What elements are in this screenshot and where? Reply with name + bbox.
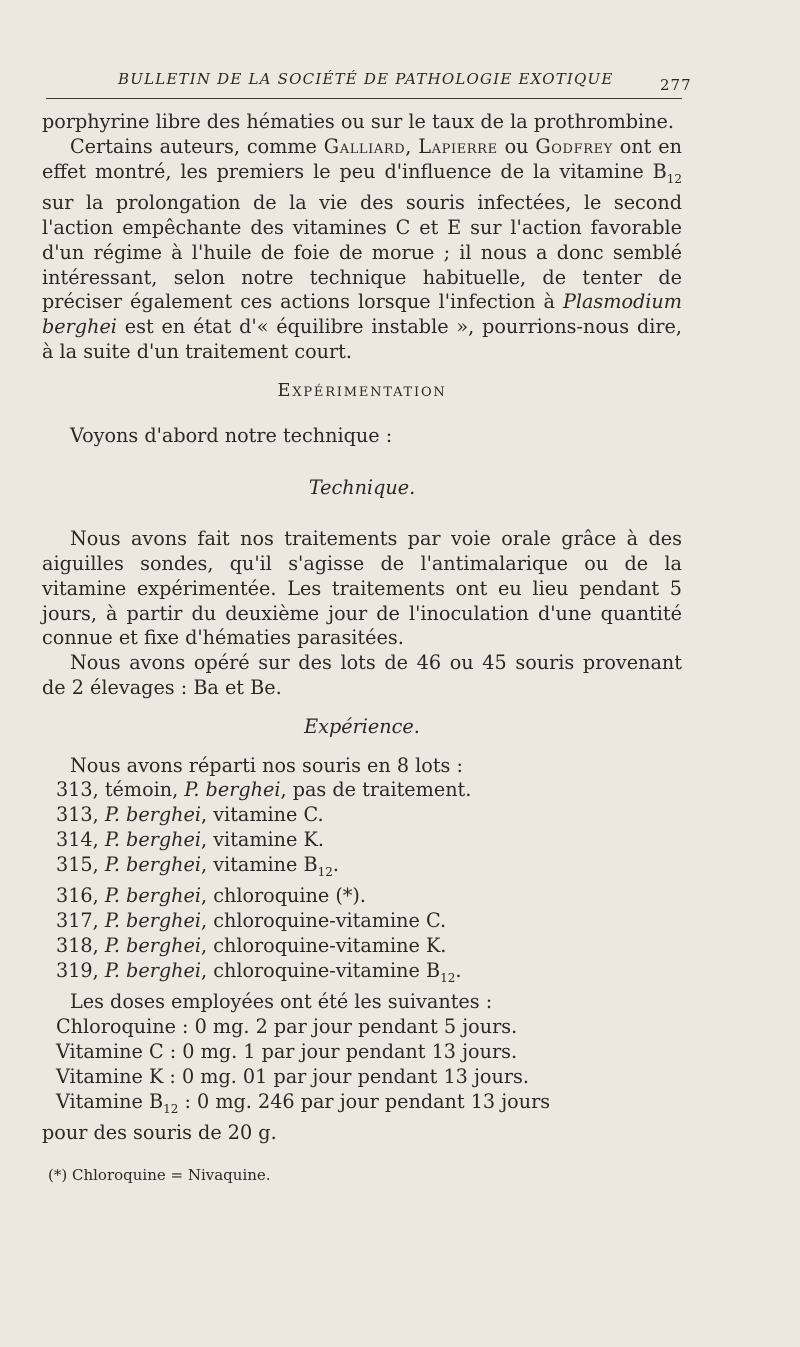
lot-end: . [332,852,339,876]
lot-treatment: , chloroquine-vitamine B [201,958,441,982]
subsection-heading-experience: Expérience. [304,714,420,738]
lot-treatment: , chloroquine-vitamine C. [201,909,447,933]
author-lapierre: Lapierre [418,134,498,158]
lot-species: P. berghei [104,803,202,827]
p2-mid: ont en effet montré, les premiers le peu d'influence de la vitamine B [42,134,682,183]
header-rule [46,98,682,99]
lot-item [56,803,682,828]
paragraph-2 [42,135,682,365]
dose-chloroquine: Chloroquine : 0 mg. 2 par jour pendant 5 jours. [56,1015,518,1039]
lot-end: . [455,958,462,982]
dose-note: pour des souris de 20 g. [42,1121,277,1145]
paragraph-1: porphyrine libre des hématies ou sur le taux de la prothrombine. [42,110,675,133]
p2-subscript: 12 [666,171,682,186]
lot-number: 313, [56,778,99,802]
subsection-heading-technique: Technique. [308,476,416,500]
lot-item [56,778,682,803]
lot-subscript: 12 [317,864,333,879]
lot-number: 319, [56,958,99,982]
lot-species: P. berghei [104,958,202,982]
lot-item [56,828,682,853]
lot-subscript: 12 [440,970,456,985]
sep-2: ou [497,134,536,158]
dose-b12-pre: Vitamine B [56,1089,164,1113]
experience-intro: Nous avons réparti nos souris en 8 lots : [70,753,463,777]
dose-vitamin-b12 [56,1090,682,1122]
technique-paragraph-2: Nous avons opéré sur des lots de 46 ou 45 souris provenant de 2 élevages : Ba et Be. [42,651,682,699]
p2-species: Plasmodium berghei [42,290,682,339]
section-heading-experimentation: Expérimentation [277,379,447,401]
lot-species: P. berghei [104,884,202,908]
dose-list [42,1015,682,1121]
lot-treatment: , vitamine K. [201,827,324,851]
dose-vitamin-k: Vitamine K : 0 mg. 01 par jour pendant 13 jours. [56,1064,529,1088]
dose-b12-subscript: 12 [163,1101,179,1116]
lot-species: P. berghei [104,909,202,933]
running-title: BULLETIN DE LA SOCIÉTÉ DE PATHOLOGIE EXOTIQUE [118,70,614,88]
p2-start: Certains auteurs, comme [70,134,324,158]
lot-treatment: , vitamine B [201,852,318,876]
page-number: 277 [660,76,692,94]
lot-number: 313, [56,803,99,827]
lot-number: 314, [56,827,99,851]
lot-treatment: , chloroquine (*). [201,884,366,908]
lot-number: 315, [56,852,99,876]
lot-item [56,934,682,959]
lot-item [56,959,682,991]
doses-intro: Les doses employées ont été les suivantes : [70,990,493,1014]
lot-treatment: , pas de traitement. [280,778,472,802]
lot-number: 317, [56,909,99,933]
body-text [42,110,682,1146]
lot-species: P. berghei [104,827,202,851]
lot-species: P. berghei [104,933,202,957]
lot-species: P. berghei [184,778,281,802]
dose-b12-post: : 0 mg. 246 par jour pendant 13 jours [178,1089,551,1113]
sep-1: , [405,134,419,158]
author-galliard: Galliard [323,134,406,158]
p2-rest-1: sur la prolongation de la vie des souris infectées, le second l'action empêchante des vitamines C et E sur l'action favorable d'un régime à l'huile de foie de morue ; il nous a donc semblé intéressant, selon notre technique habituelle, de tenter de préciser également ces actions lorsque l'infection à [42,191,682,314]
lot-pre: témoin, [98,778,185,802]
lot-treatment: , vitamine C. [201,803,324,827]
lot-item [56,884,682,909]
lot-item [56,909,682,934]
author-godfrey: Godfrey [535,134,613,158]
lot-number: 318, [56,933,99,957]
lot-list [42,778,682,990]
lot-item [56,853,682,885]
dose-vitamin-c: Vitamine C : 0 mg. 1 par jour pendant 13 jours. [56,1039,518,1063]
technique-paragraph-1: Nous avons fait nos traitements par voie orale grâce à des aiguilles sondes, qu'il s'agisse de l'antimalarique ou de la vitamine expérimentée. Les traitements ont eu lieu pendant 5 jours, à partir du deuxième jour de l'inoculation d'une quantité connue et fixe d'hématies parasitées. [42,527,682,650]
footnote: (*) Chloroquine = Nivaquine. [48,1166,271,1184]
lot-species: P. berghei [104,852,202,876]
p2-rest-2: est en état d'« équilibre instable », pourrions-nous dire, à la suite d'un traitement court. [42,315,682,363]
lot-treatment: , chloroquine-vitamine K. [201,933,447,957]
intro-line: Voyons d'abord notre technique : [70,423,393,447]
lot-number: 316, [56,884,99,908]
